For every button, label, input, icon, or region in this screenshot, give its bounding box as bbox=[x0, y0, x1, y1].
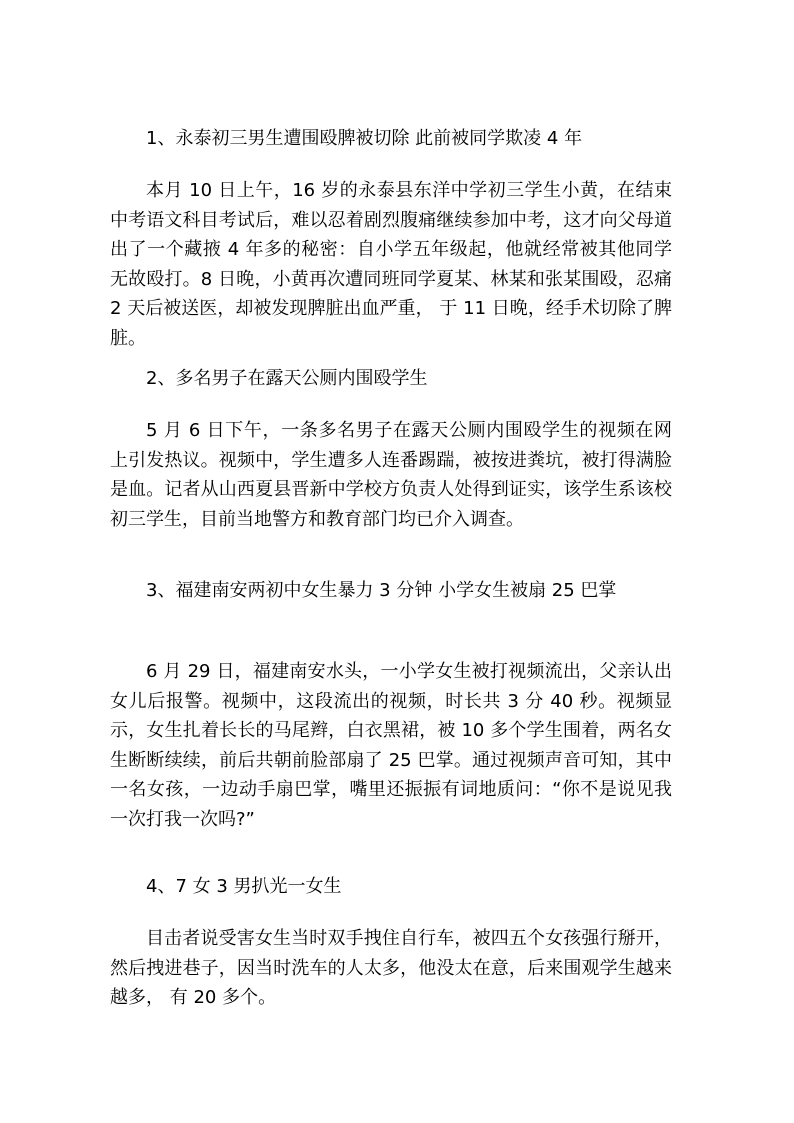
section-2-heading: 2、多名男子在露天公厕内围殴学生 bbox=[146, 368, 428, 389]
section-3-heading: 3、福建南安两初中女生暴力 3 分钟 小学女生被扇 25 巴掌 bbox=[146, 580, 617, 601]
section-1-body: 本月 10 日上午，16 岁的永泰县东洋中学初三学生小黄，在结束中考语文科目考试后，难以忍着剧烈腹痛继续参加中考，这才向父母道出了一个藏掖 4 年多的秘密：自小学五年级起，他就经常被其他同学无故殴打。8 日晚，小黄再次遭同班同学夏某、林某和张某围殴，忍痛 2 天后被送医，却被发现脾脏出血严重， 于 11 日晚，经手术切除了脾脏。 bbox=[110, 180, 672, 349]
section-4-body: 目击者说受害女生当时双手拽住自行车，被四五个女孩强行掰开，然后拽进巷子，因当时洗车的人太多，他没太在意，后来围观学生越来越多， 有 20 多个。 bbox=[110, 928, 672, 1008]
section-1-heading: 1、永泰初三男生遭围殴脾被切除 此前被同学欺凌 4 年 bbox=[146, 128, 583, 149]
section-3-body: 6 月 29 日，福建南安水头，一小学女生被打视频流出，父亲认出女儿后报警。视频中，这段流出的视频，时长共 3 分 40 秒。视频显示，女生扎着长长的马尾辫，白衣黑裙，被 10 多个学生围着，两名女生断断续续，前后共朝前脸部扇了 25 巴掌。通过视频声音可知，其中一名女孩，一边动手扇巴掌，嘴里还振振有词地质问：“你不是说见我一次打我一次吗?” bbox=[110, 661, 672, 830]
section-4-heading: 4、7 女 3 男扒光一女生 bbox=[146, 876, 342, 897]
document-page bbox=[110, 0, 672, 1123]
section-2-body: 5 月 6 日下午，一条多名男子在露天公厕内围殴学生的视频在网上引发热议。视频中，学生遭多人连番踢踹，被按进粪坑，被打得满脸是血。记者从山西夏县晋新中学校方负责人处得到证实，该学生系该校初三学生，目前当地警方和教育部门均已介入调查。 bbox=[110, 420, 672, 530]
